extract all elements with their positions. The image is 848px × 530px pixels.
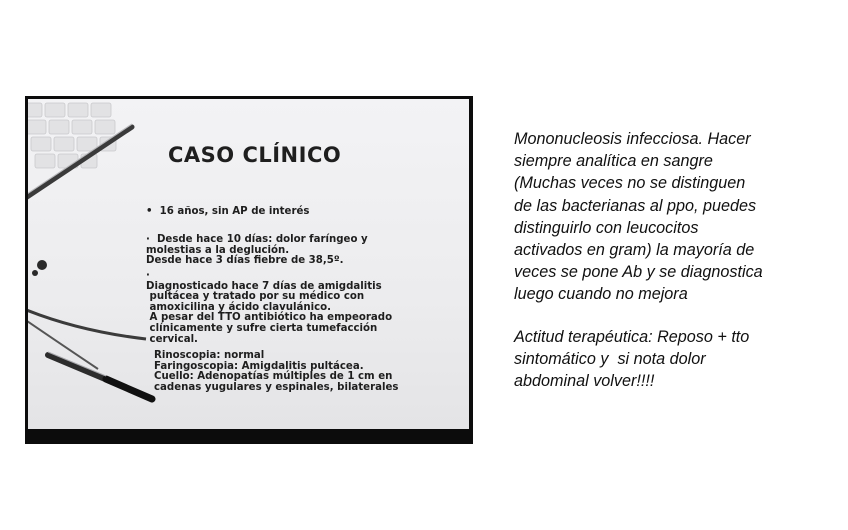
slide-title: CASO CLÍNICO: [168, 143, 342, 167]
slide-photo: [25, 96, 473, 444]
notes-diagnosis: Mononucleosis infecciosa. Hacer siempre analítica en sangre (Muchas veces no se distinguen de las bacterianas al ppo, puedes distinguirlo con leucocitos activados en gram) la mayoría de veces se pone Ab y se diagnostica luego cuando no mejora: [514, 130, 763, 304]
exam-findings: Rinoscopia: normal Faringoscopia: Amigdalitis pultácea. Cuello: Adenopatías múltiples de 1 cm en cadenas yugulares y espinales, bilaterales: [154, 350, 399, 393]
notes-treatment: Actitud terapéutica: Reposo + tto sintomático y si nota dolor abdominal volver!!!!: [514, 328, 750, 391]
bullet-symptoms: · Desde hace 10 días: dolor faríngeo y molestias a la deglución. Desde hace 3 días fiebre de 38,5º.: [146, 234, 368, 267]
bullet-age: • 16 años, sin AP de interés: [146, 206, 310, 217]
bullet-diagnosis: · Diagnosticado hace 7 días de amigdalitis pultácea y tratado por su médico con amoxicilina y ácido clavulánico. A pesar del TTO antibiótico ha empeorado clínicamente y sufre cierta tumefacción cervical.: [146, 270, 393, 345]
slide-screen: [28, 99, 469, 429]
